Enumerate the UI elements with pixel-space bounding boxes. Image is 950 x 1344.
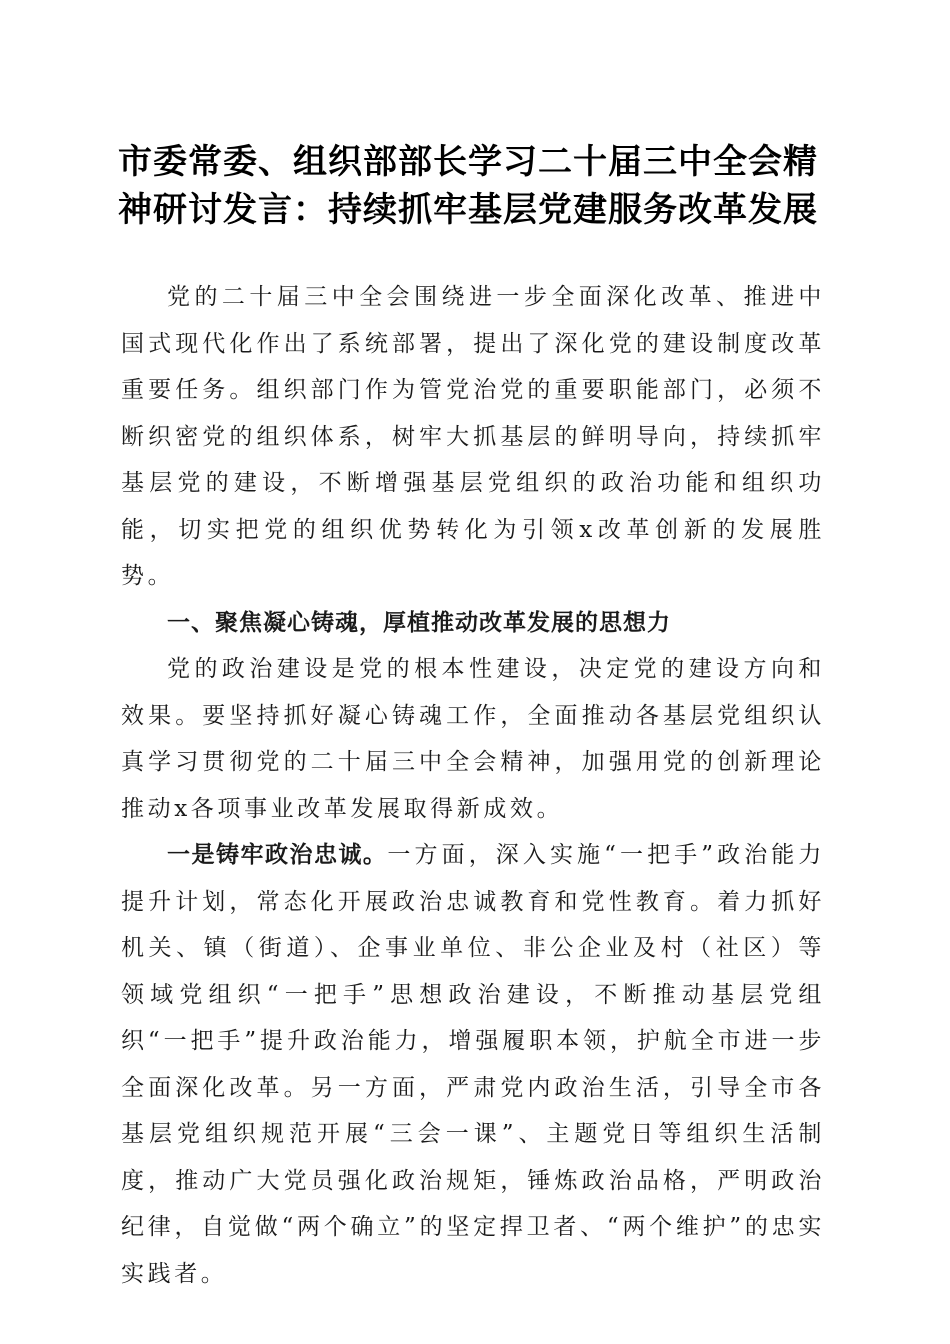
point-lead: 一是铸牢政治忠诚。 [167,842,388,868]
section-paragraph: 党的政治建设是党的根本性建设，决定党的建设方向和效果。要坚持抓好凝心铸魂工作，全面推动各基层党组织认真学习贯彻党的二十届三中全会精神，加强用党的创新理论推动x各项事业改革发展取得新成效。 [121,656,825,822]
point-paragraph [121,832,825,1297]
document-body [121,274,825,1297]
point-body: 一方面，深入实施“一把手”政治能力提升计划，常态化开展政治忠诚教育和党性教育。着力抓好机关、镇（街道）、企事业单位、非公企业及村（社区）等领域党组织“一把手”思想政治建设，不断推动基层党组织“一把手”提升政治能力，增强履职本领，护航全市进一步全面深化改革。另一方面，严肃党内政治生活，引导全市各基层党组织规范开展“三会一课”、主题党日等组织生活制度，推动广大党员强化政治规矩，锤炼政治品格，严明政治纪律，自觉做“两个确立”的坚定捍卫者、“两个维护”的忠实实践者。 [121,842,825,1287]
intro-paragraph: 党的二十届三中全会围绕进一步全面深化改革、推进中国式现代化作出了系统部署，提出了深化党的建设制度改革重要任务。组织部门作为管党治党的重要职能部门，必须不断织密党的组织体系，树牢大抓基层的鲜明导向，持续抓牢基层党的建设，不断增强基层党组织的政治功能和组织功能，切实把党的组织优势转化为引领x改革创新的发展胜势。 [121,284,825,589]
document-title: 市委常委、组织部部长学习二十届三中全会精神研讨发言：持续抓牢基层党建服务改革发展 [118,142,818,230]
section-heading: 一、聚焦凝心铸魂，厚植推动改革发展的思想力 [167,609,671,636]
